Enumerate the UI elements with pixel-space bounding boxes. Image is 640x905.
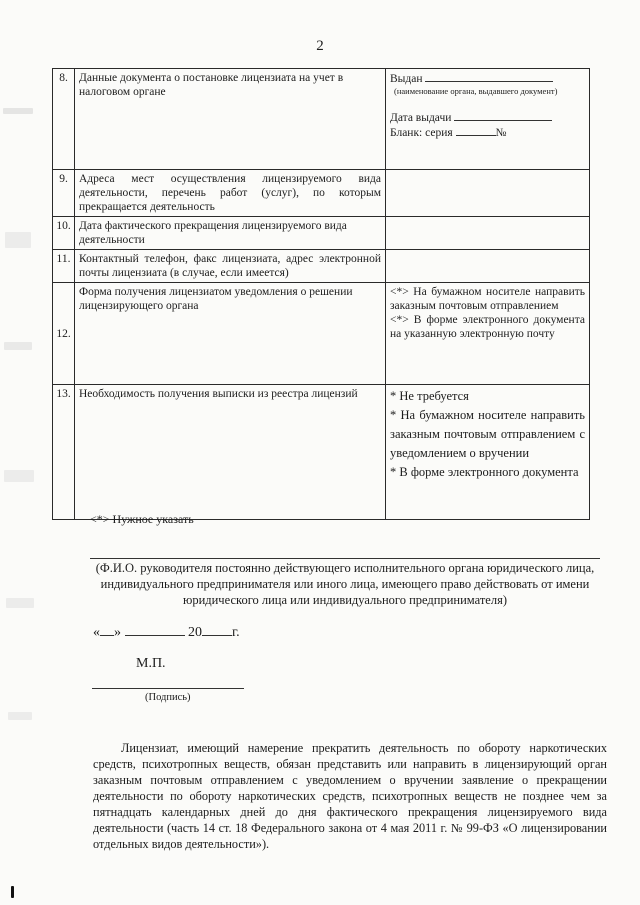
footnote: <*> Нужное указать xyxy=(90,512,194,526)
registry-extract-options xyxy=(386,385,590,520)
row-description: Данные документа о постановке лицензиата на учет в налоговом органе xyxy=(75,69,386,170)
row-number: 12. xyxy=(53,283,75,385)
row-description: Дата фактического прекращения лицензируемого вида деятельности xyxy=(75,217,386,250)
signature-line[interactable] xyxy=(92,688,244,689)
row-number: 8. xyxy=(53,69,75,170)
table-row xyxy=(53,170,590,217)
option-item[interactable]: <*> В форме электронного документа на указанную электронную почту xyxy=(390,314,585,340)
issue-date-blank[interactable] xyxy=(454,110,552,121)
legal-notice-paragraph: Лицензиат, имеющий намерение прекратить деятельность по обороту наркотических средств, психотропных веществ, обязан представить или направить в лицензирующий орган заказным почтовым отправлением с уведомлением о вручении заявление о прекращении деятельности по обороту наркотических средств, психотропных веществ не позднее чем за пятнадцать календарных дней до дня фактического прекращения лицензируемого вида деятельности (часть 14 ст. 18 Федерального закона от 4 мая 2011 г. № 99-ФЗ «О лицензировании отдельных видов деятельности»). xyxy=(93,741,607,851)
table-row xyxy=(53,385,590,520)
issued-label: Выдан xyxy=(390,73,423,85)
scan-artifact xyxy=(11,886,14,898)
row-description: Контактный телефон, факс лицензиата, адрес электронной почты лицензиата (в случае, если имеется) xyxy=(75,250,386,283)
year-blank[interactable] xyxy=(202,625,232,636)
table-row xyxy=(53,283,590,385)
row-description: Форма получения лицензиатом уведомления о решении лицензирующего органа xyxy=(75,283,386,385)
table-row xyxy=(53,217,590,250)
option-item[interactable]: * На бумажном носителе направить заказным почтовым отправлением с уведомлением о вручении xyxy=(390,408,585,460)
option-item[interactable]: <*> На бумажном носителе направить заказным почтовым отправлением xyxy=(390,286,585,312)
quote-open: « xyxy=(93,625,100,640)
tax-registration-fields xyxy=(386,69,590,170)
signature-name-line xyxy=(90,558,600,559)
scan-artifact xyxy=(6,598,34,608)
year-prefix: 20 xyxy=(188,625,202,640)
scan-artifact xyxy=(4,342,32,350)
row-number: 9. xyxy=(53,170,75,217)
scan-artifact xyxy=(3,108,33,114)
form-series-label: Бланк: серия xyxy=(390,127,453,139)
signature-caption: (Ф.И.О. руководителя постоянно действующего исполнительного органа юридического лица, индивидуального предпринимателя или иного лица, имеющего право действовать от имени юридического лица или индивидуального предпринимателя) xyxy=(95,561,595,607)
option-item[interactable]: * Не требуется xyxy=(390,389,469,403)
page-number: 2 xyxy=(316,38,324,54)
stamp-placeholder: М.П. xyxy=(136,656,166,671)
quote-close: » xyxy=(114,625,121,640)
row-description: Адреса мест осуществления лицензируемого вида деятельности, перечень работ (услуг), по которым прекращается деятельность xyxy=(75,170,386,217)
row-value-cell[interactable] xyxy=(386,250,590,283)
row-value-cell[interactable] xyxy=(386,217,590,250)
option-item[interactable]: * В форме электронного документа xyxy=(390,465,579,479)
row-number: 11. xyxy=(53,250,75,283)
row-description: Необходимость получения выписки из реестра лицензий xyxy=(75,385,386,520)
notification-form-options xyxy=(386,283,590,385)
issued-blank[interactable] xyxy=(425,71,553,82)
row-number: 13. xyxy=(53,385,75,520)
table-row xyxy=(53,69,590,170)
month-blank[interactable] xyxy=(125,625,185,636)
issue-date-label: Дата выдачи xyxy=(390,112,452,124)
signature-label: (Подпись) xyxy=(145,692,191,703)
row-value-cell[interactable] xyxy=(386,170,590,217)
date-field[interactable] xyxy=(93,625,240,641)
year-suffix: г. xyxy=(232,625,240,640)
day-blank[interactable] xyxy=(100,625,114,636)
scan-artifact xyxy=(4,470,34,482)
issued-hint: (наименование органа, выдавшего документ) xyxy=(394,86,558,96)
form-number-label: № xyxy=(495,127,507,139)
row-number: 10. xyxy=(53,217,75,250)
table-row xyxy=(53,250,590,283)
scan-artifact xyxy=(5,232,31,248)
form-series-blank[interactable] xyxy=(456,125,496,136)
notification-form-table xyxy=(52,68,590,520)
scan-artifact xyxy=(8,712,32,720)
